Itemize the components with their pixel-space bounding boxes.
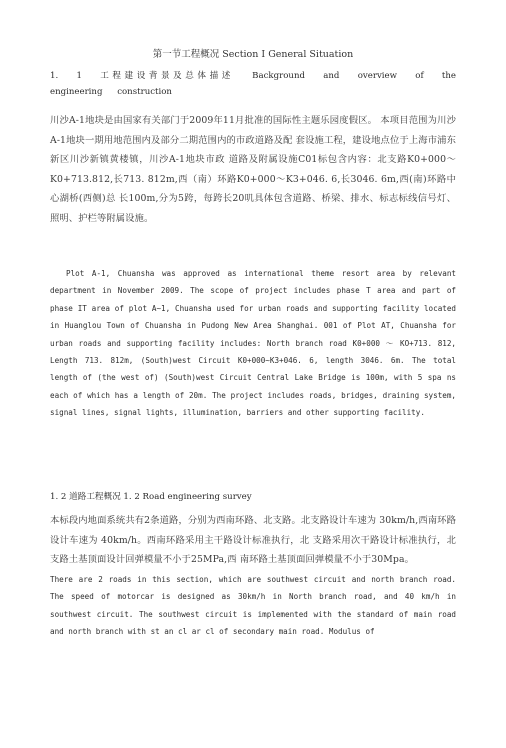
section-title: 第一节工程概况 Section I General Situation — [152, 49, 354, 60]
section-1-1-english-paragraph: Plot A-1, Chuansha was approved as international theme resort area by relevant department in November 2009. The scope of project includes phase T area and part of phase IT area of plot A~1, Chuansha used for urban roads and supporting facility located in Huanglou Town of Chuansha in Pudong New Area Shanghai. 001 of Plot AT, Chuansha for urban roads and supporting facility includes: North branch road K0+000 ～ KO+713. 812, Length 713. 812m, (South)west Circuit K0+000~K3+046. 6, length 3046. 6m. The total length of (the west of) (South)west Circuit Central Lake Bridge is 100m, with 5 spa ns each of which has a length of 20m. The project includes roads, bridges, draining system, signal lines, signal lights, illumination, barriers and other supporting facility. — [50, 269, 456, 418]
section-1-1-heading: 1. 1 工程建设背景及总体描述 Background and overview of the engineering construction — [50, 71, 456, 97]
section-1-2-chinese-paragraph: 本标段内地面系统共有2条道路，分别为西南环路、北支路。北支路设计车速为 30km/h,西南环路设计车速为 40km/h。西南环路采用主干路设计标准执行，北 支路采用次干路设计标准执行，北支路土基顶面设计回弹模量不小于25MPa,西 南环路土基顶面回弹模量不小于30Mpa。 — [50, 515, 456, 566]
section-1-2-heading: 1. 2 道路工程概况 1. 2 Road engineering survey — [50, 492, 252, 502]
section-1-1-chinese-paragraph: 川沙A-1地块是由国家有关部门于2009年11月批准的国际性主题乐园度假区。 本项目范围为川沙A-1地块一期用地范围内及部分二期范围内的市政道路及配 套设施工程，建设地点位于上海市浦东新区川沙新镇黄楼镇，川沙A-1地块市政 道路及附属设施C01标包含内容：北支路K0+000～K0+713.812,长713. 812m,西（南）环路K0+000～K3+046. 6,长3046. 6m,西(南)环路中心湖桥(西侧)总 长100m,分为5跨，每跨长20叽具体包含道路、桥梁、排水、标志标线信号灯、 照明、护栏等附属设施。 — [50, 115, 456, 224]
section-1-2-english-paragraph: There are 2 roads in this section, which are southwest circuit and north branch road. The speed of motorcar is designed as 30km/h in North branch road, and 40 km/h in southwest circuit. The southwest circuit is implemented with the standard of main road and north branch with st an cl ar cl of secondary main road. Modulus of — [50, 575, 456, 637]
